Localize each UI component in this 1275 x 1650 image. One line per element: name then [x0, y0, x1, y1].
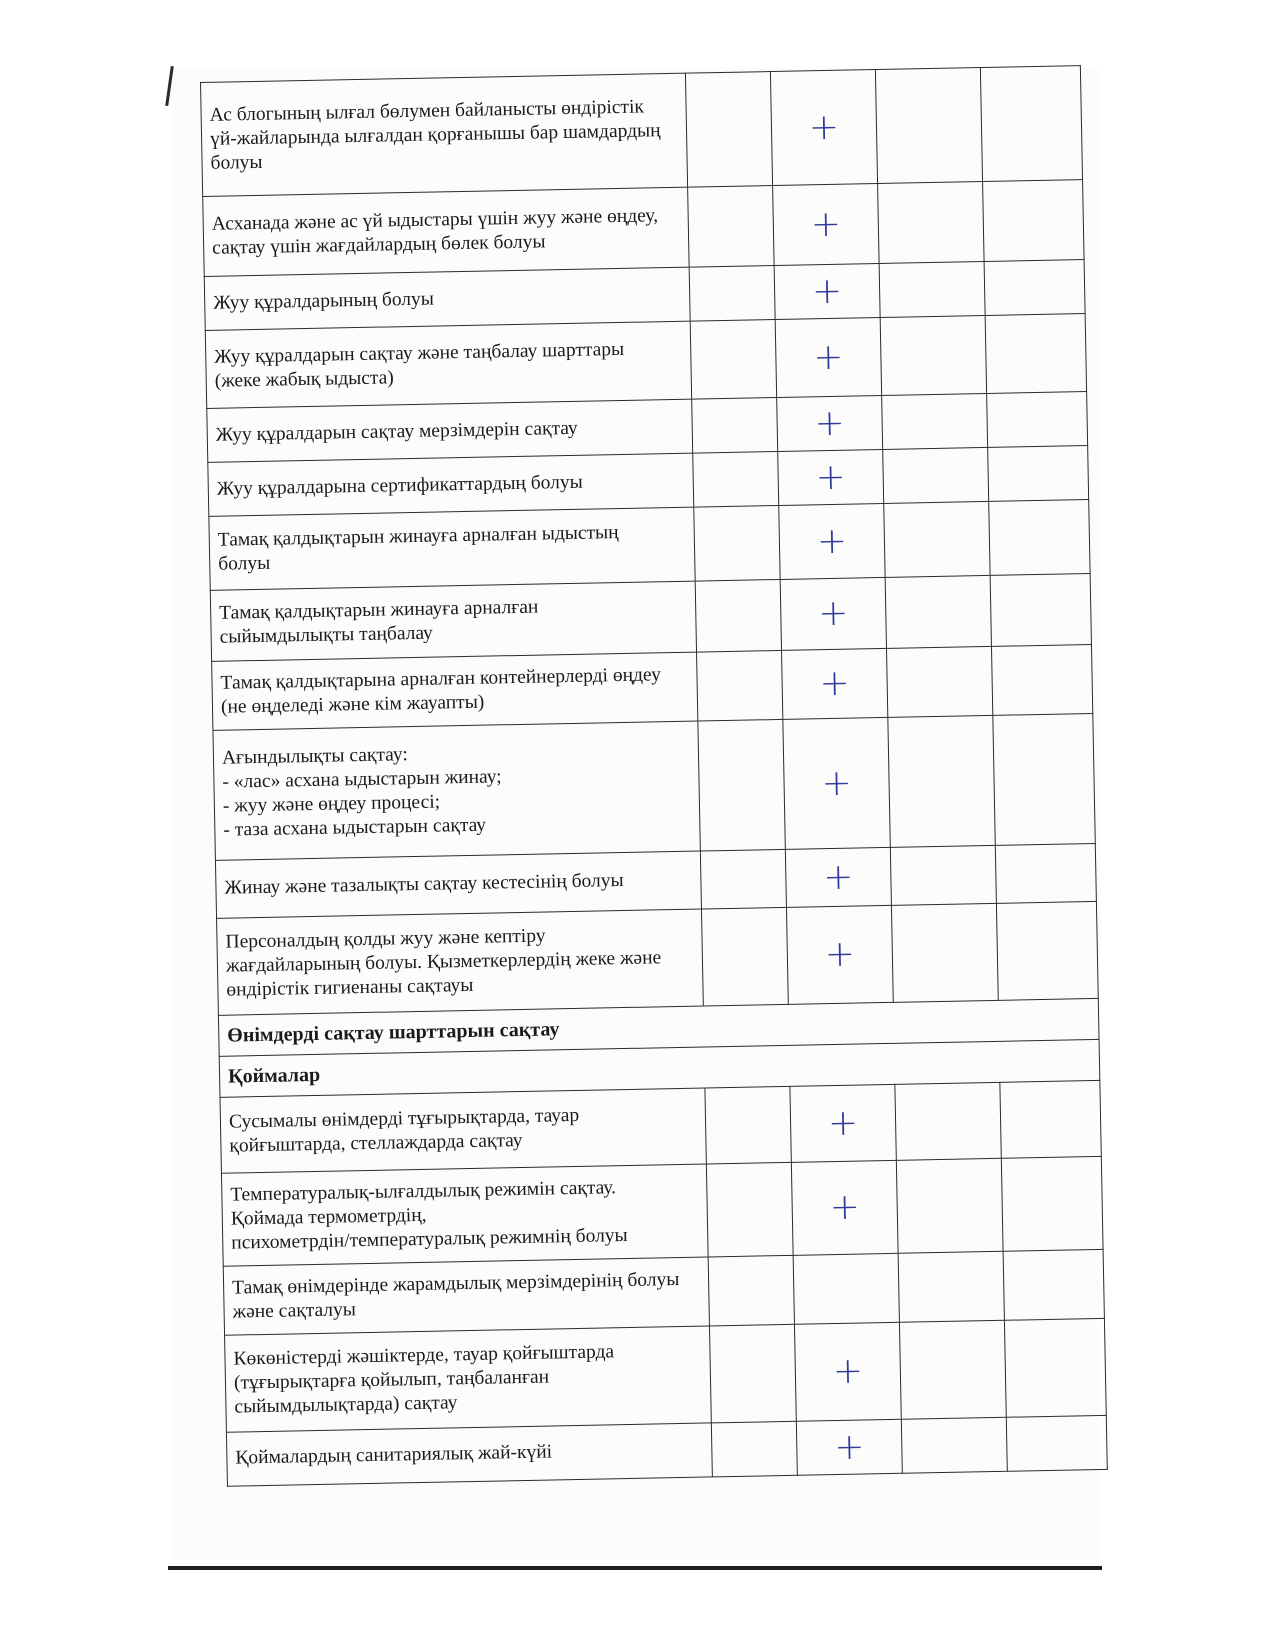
empty-cell: [895, 1082, 1001, 1160]
empty-cell: [690, 320, 776, 399]
empty-cell: [708, 1255, 794, 1326]
requirement-line: Тамақ қалдықтарына арналған контейнерлерді өңдеу: [220, 664, 662, 694]
requirement-line: Қоймада термометрдің,: [230, 1204, 427, 1230]
empty-cell: [695, 579, 781, 652]
requirement-line: Көкөністерді жәшіктерде, тауар қойғыштарда: [233, 1341, 615, 1370]
requirement-line: (тұғырықтарға қойылып, таңбаланған: [233, 1366, 550, 1394]
requirement-line: Тамақ өнімдерінде жарамдылық мерзімдерінің болуы: [231, 1268, 680, 1299]
empty-cell: [885, 575, 991, 648]
requirement-line: сақтау үшін жағдайлардың бөлек болуы: [211, 231, 546, 259]
empty-cell: [878, 182, 985, 264]
requirement-line: болуы: [210, 151, 263, 174]
section-heading: Қоймалар: [219, 1039, 1100, 1097]
requirement-text: [203, 188, 689, 277]
requirement-line: Қоймалардың санитариялық жай-күйі: [235, 1441, 553, 1469]
empty-cell: [991, 644, 1092, 715]
empty-cell: [886, 646, 992, 717]
checklist-body: [201, 66, 1108, 1487]
handwritten-plus-mark: +: [780, 577, 886, 650]
empty-cell: [694, 506, 780, 581]
empty-cell: [1004, 1318, 1106, 1417]
empty-cell: [709, 1324, 796, 1423]
empty-cell: [688, 186, 775, 268]
requirement-line: Жуу құралдарын сақтау және таңбалау шарттары: [214, 338, 625, 368]
empty-cell: [996, 901, 1098, 1000]
empty-cell: [693, 452, 779, 508]
requirement-text: [220, 1088, 706, 1173]
handwritten-plus-mark: +: [773, 184, 880, 266]
empty-cell: [989, 500, 1090, 575]
handwritten-plus-mark: [793, 1253, 899, 1324]
requirement-text: [217, 909, 704, 1015]
empty-cell: [700, 849, 786, 909]
empty-cell: [880, 316, 986, 396]
empty-cell: [1000, 1081, 1101, 1158]
checklist-row: [225, 1318, 1107, 1432]
empty-cell: [987, 392, 1088, 448]
requirement-line: жағдайларының болуы. Қызметкерлердің жеке және: [225, 947, 662, 977]
requirement-text: [201, 73, 688, 197]
requirement-text: [204, 268, 690, 331]
handwritten-plus-mark: +: [770, 70, 877, 186]
empty-cell: [985, 314, 1086, 394]
requirement-line: Температуралық-ылғалдылық режимін сақтау.: [230, 1176, 617, 1206]
empty-cell: [685, 72, 772, 188]
requirement-text: [205, 322, 691, 409]
empty-cell: [697, 650, 783, 721]
requirement-line: Жуу құралдарының болуы: [213, 288, 435, 314]
empty-cell: [1003, 1249, 1104, 1320]
requirement-line: - таза асхана ыдыстарын сақтау: [223, 814, 487, 841]
requirement-text: [225, 1326, 712, 1432]
empty-cell: [898, 1251, 1004, 1322]
handwritten-plus-mark: +: [775, 318, 881, 398]
empty-cell: [884, 502, 990, 577]
empty-cell: [698, 719, 785, 850]
requirement-line: - жуу және өңдеу процесі;: [222, 791, 441, 817]
empty-cell: [882, 394, 988, 450]
empty-cell: [983, 180, 1085, 262]
empty-cell: [692, 398, 778, 454]
handwritten-plus-mark: +: [796, 1419, 902, 1475]
requirement-line: Жуу құралдарына сертификаттардың болуы: [216, 471, 583, 500]
page-edge-bottom: [168, 1566, 1102, 1570]
requirement-line: Ағындылықты сақтау:: [221, 744, 408, 769]
handwritten-plus-mark: +: [786, 905, 893, 1004]
checklist-row: [217, 901, 1099, 1015]
checklist-row: [221, 1156, 1103, 1266]
empty-cell: [1001, 1156, 1103, 1251]
handwritten-plus-mark: +: [782, 648, 888, 719]
empty-cell: [980, 66, 1082, 182]
handwritten-plus-mark: +: [783, 717, 890, 849]
requirement-text: [210, 581, 696, 662]
empty-cell: [984, 260, 1085, 316]
handwritten-plus-mark: +: [777, 396, 883, 452]
empty-cell: [890, 845, 996, 905]
empty-cell: [705, 1086, 791, 1163]
requirement-text: [226, 1423, 712, 1486]
requirement-line: сыйымдылықты таңбалау: [219, 622, 434, 648]
empty-cell: [689, 266, 775, 322]
empty-cell: [990, 573, 1091, 646]
empty-cell: [901, 1417, 1007, 1473]
requirement-line: қойғыштарда, стеллаждарда сақтау: [229, 1130, 523, 1158]
requirement-line: Асханада және ас үй ыдыстары үшін жуу және өңдеу,: [211, 205, 659, 235]
handwritten-plus-mark: +: [774, 264, 880, 320]
requirement-line: Персоналдың қолды жуу және кептіру: [225, 925, 546, 953]
requirement-line: Жуу құралдарын сақтау мерзімдерін сақтау: [215, 417, 578, 446]
requirement-text: [208, 453, 694, 516]
requirement-text: [207, 399, 693, 462]
checklist-row: [213, 713, 1095, 859]
handwritten-plus-mark: +: [785, 847, 891, 907]
empty-cell: [995, 843, 1096, 903]
requirement-line: болуы: [218, 553, 271, 576]
handwritten-plus-mark: +: [790, 1084, 896, 1162]
empty-cell: [883, 448, 989, 504]
requirement-line: Сусымалы өнімдерді тұғырықтарда, тауар: [228, 1105, 580, 1134]
empty-cell: [888, 715, 995, 847]
empty-cell: [1006, 1415, 1107, 1471]
requirement-line: психометрдін/температуралық режимнің болуы: [231, 1224, 628, 1254]
empty-cell: [988, 446, 1089, 502]
empty-cell: [711, 1421, 797, 1477]
requirement-text: [215, 851, 701, 919]
handwritten-plus-mark: +: [791, 1160, 898, 1255]
requirement-line: Ас блогының ылғал бөлумен байланысты өндірістік: [209, 96, 645, 126]
empty-cell: [993, 713, 1095, 844]
requirement-line: Жинау және тазалықты сақтау кестесінің болуы: [224, 870, 624, 899]
requirement-text: [221, 1164, 708, 1266]
empty-cell: [896, 1158, 1003, 1253]
empty-cell: [891, 903, 998, 1002]
checklist-table: [200, 65, 1108, 1487]
requirement-text: [223, 1257, 709, 1335]
requirement-text: [213, 721, 700, 860]
requirement-line: Тамақ қалдықтарын жинауға арналған: [218, 596, 539, 624]
requirement-line: үй-жайларында ылғалдан қорғанышы бар шамдардың: [209, 119, 661, 150]
empty-cell: [899, 1320, 1006, 1419]
requirement-line: (не өңделеді және кім жауапты): [220, 691, 485, 718]
handwritten-plus-mark: +: [794, 1322, 901, 1421]
requirement-line: Тамақ қалдықтарын жинауға арналған ыдыстың: [217, 522, 619, 552]
checklist-row: [201, 66, 1083, 197]
requirement-text: [209, 507, 695, 590]
empty-cell: [875, 68, 982, 184]
empty-cell: [706, 1162, 793, 1256]
requirement-line: және сақталуы: [232, 1298, 357, 1323]
requirement-line: өндірістік гигиенаны сақтауы: [226, 974, 474, 1001]
empty-cell: [879, 262, 985, 318]
requirement-text: [212, 652, 698, 730]
requirement-line: сыйымдылықтарда) сақтау: [234, 1392, 458, 1418]
requirement-line: (жеке жабық ыдыста): [214, 367, 394, 392]
section-heading: Өнімдерді сақтау шарттарын сақтау: [218, 998, 1099, 1056]
empty-cell: [701, 907, 788, 1006]
handwritten-plus-mark: +: [779, 504, 885, 579]
requirement-line: - «лас» асхана ыдыстарын жинау;: [222, 766, 502, 793]
handwritten-plus-mark: +: [778, 450, 884, 506]
